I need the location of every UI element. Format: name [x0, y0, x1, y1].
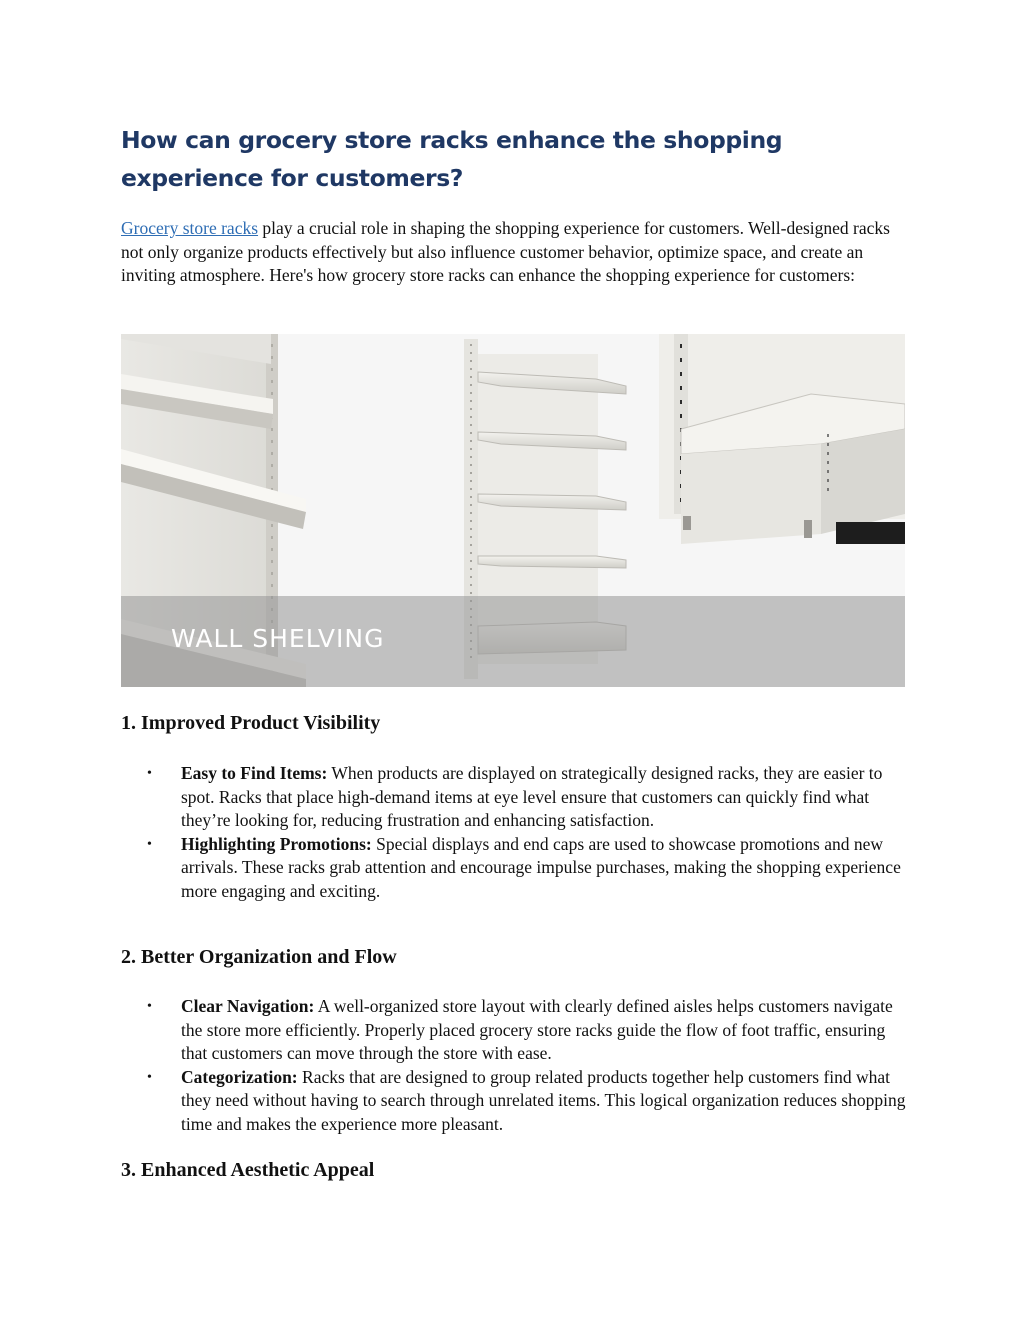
list-item: [121, 1066, 911, 1137]
bullet-text: A well-organized store layout with clearly defined aisles helps customers navigate the store more efficiently. Properly placed grocery store racks guide the flow of foot traffic, ensuring that customers can move through the store with ease.: [181, 996, 893, 1063]
section-1-list: [121, 762, 911, 903]
bullet-icon: •: [147, 1069, 152, 1085]
bullet-text: Special displays and end caps are used to showcase promotions and new arrivals. These racks grab attention and encourage impulse purchases, making the shopping experience more engaging and exciting.: [181, 833, 901, 901]
wall-shelving-image: [121, 334, 905, 687]
intro-text: play a crucial role in shaping the shopping experience for customers. Well-designed racks not only organize products effectively but also influence customer behavior, optimize space, and create an inviting atmosphere. Here's how grocery store racks can enhance the shopping experience for customers:: [121, 218, 890, 285]
list-item: [121, 762, 911, 833]
bullet-term: Categorization:: [181, 1066, 298, 1087]
section-heading-2: 2. Better Organization and Flow: [121, 946, 397, 968]
section-heading-3: 3. Enhanced Aesthetic Appeal: [121, 1159, 375, 1181]
section-heading-1: 1. Improved Product Visibility: [121, 712, 381, 734]
bullet-icon: •: [147, 766, 152, 781]
bullet-text: Racks that are designed to group related products together help customers find what they need without having to search through unrelated items. This logical organization reduces shopping time and makes the experience more pleasant.: [181, 1066, 906, 1134]
bullet-term: Clear Navigation:: [181, 996, 315, 1016]
bullet-icon: •: [147, 999, 152, 1014]
list-item: [121, 995, 911, 1066]
section-2-list: [121, 995, 911, 1136]
bullet-icon: •: [147, 836, 152, 852]
list-item: [121, 833, 911, 904]
bullet-term: Easy to Find Items:: [181, 763, 328, 783]
article-title: How can grocery store racks enhance the shopping experience for customers?: [121, 126, 783, 192]
intro-paragraph: [121, 217, 905, 288]
bullet-term: Highlighting Promotions:: [181, 833, 372, 854]
bullet-text: When products are displayed on strategically designed racks, they are easier to spot. Racks that place high-demand items at eye level ensure that customers can quickly find what they’re looking for, reducing frustration and enhancing satisfaction.: [181, 763, 883, 830]
image-caption: WALL SHELVING: [171, 624, 385, 653]
grocery-store-racks-link[interactable]: Grocery store racks: [121, 218, 259, 238]
